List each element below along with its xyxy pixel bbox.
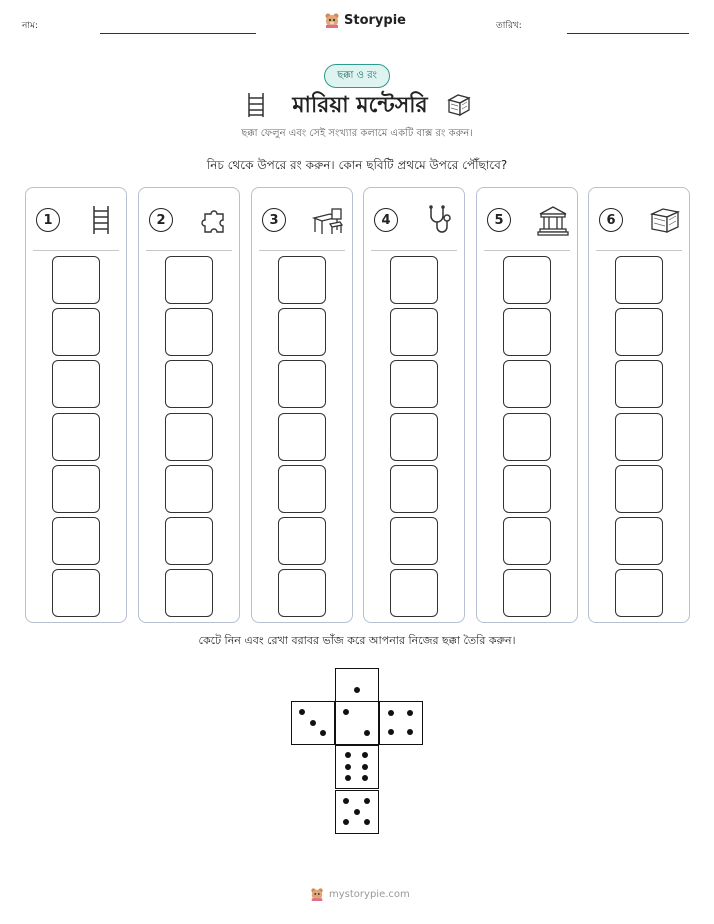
dice-pip	[407, 729, 413, 735]
column-6	[588, 187, 690, 623]
dice-pip	[364, 730, 370, 736]
color-box[interactable]	[390, 465, 438, 513]
color-box[interactable]	[165, 465, 213, 513]
dice-pip	[388, 729, 394, 735]
color-box[interactable]	[390, 517, 438, 565]
footer	[310, 887, 410, 901]
museum-icon	[537, 204, 569, 236]
color-box[interactable]	[615, 360, 663, 408]
color-box[interactable]	[165, 360, 213, 408]
subtitle: ছক্কা ফেলুন এবং সেই সংখ্যার কলামে একটি বাক্স রং করুন।	[241, 128, 473, 139]
dice-pip	[354, 809, 360, 815]
color-box[interactable]	[503, 256, 551, 304]
dice-pip	[362, 764, 368, 770]
dice-pip	[343, 709, 349, 715]
column-number: 5	[487, 208, 511, 232]
color-box[interactable]	[278, 517, 326, 565]
column-divider	[33, 250, 119, 251]
instruction: নিচ থেকে উপরে রং করুন। কোন ছবিটি প্রথমে উপরে পৌঁছাবে?	[206, 158, 508, 172]
column-divider	[484, 250, 570, 251]
page-title: মারিয়া মন্টেসরি	[292, 93, 428, 118]
color-box[interactable]	[390, 360, 438, 408]
wooden-block-icon	[649, 204, 681, 236]
stethoscope-icon	[424, 204, 456, 236]
column-5	[476, 187, 578, 623]
cut-instruction: কেটে নিন এবং রেখা বরাবর ভাঁজ করে আপনার নিজের ছক্কা তৈরি করুন।	[198, 634, 516, 647]
column-header	[262, 202, 344, 238]
color-box[interactable]	[278, 360, 326, 408]
color-box[interactable]	[615, 569, 663, 617]
color-box[interactable]	[165, 413, 213, 461]
dice-pip	[320, 730, 326, 736]
color-box[interactable]	[52, 517, 100, 565]
column-number: 1	[36, 208, 60, 232]
color-box[interactable]	[165, 256, 213, 304]
dice-pip	[364, 798, 370, 804]
dice-pip	[299, 709, 305, 715]
column-number: 3	[262, 208, 286, 232]
color-box[interactable]	[615, 413, 663, 461]
color-box[interactable]	[52, 413, 100, 461]
color-box[interactable]	[503, 569, 551, 617]
column-number: 2	[149, 208, 173, 232]
column-number: 6	[599, 208, 623, 232]
dice-pip	[343, 819, 349, 825]
column-header	[487, 202, 569, 238]
puzzle-piece-icon	[199, 204, 231, 236]
color-box[interactable]	[503, 465, 551, 513]
color-box[interactable]	[52, 308, 100, 356]
dice-pip	[364, 819, 370, 825]
color-box[interactable]	[165, 308, 213, 356]
dice-pip	[407, 710, 413, 716]
color-box[interactable]	[615, 517, 663, 565]
ladder-icon	[86, 204, 118, 236]
column-2	[138, 187, 240, 623]
color-box[interactable]	[278, 256, 326, 304]
color-box[interactable]	[503, 308, 551, 356]
date-label: তারিখ:	[496, 21, 522, 31]
column-4	[363, 187, 465, 623]
column-number: 4	[374, 208, 398, 232]
dice-pip	[362, 752, 368, 758]
color-box[interactable]	[503, 413, 551, 461]
dice-face-3	[291, 701, 335, 745]
color-box[interactable]	[615, 308, 663, 356]
dice-face-4	[379, 701, 423, 745]
dice-face-6	[335, 745, 379, 789]
brand-logo	[324, 12, 406, 28]
column-header	[149, 202, 231, 238]
activity-badge: ছক্কা ও রং	[324, 64, 390, 88]
dice-pip	[343, 798, 349, 804]
dice-face-5	[335, 790, 379, 834]
dice-pip	[310, 720, 316, 726]
ladder-icon	[245, 92, 267, 118]
color-box[interactable]	[390, 256, 438, 304]
dice-pip	[362, 775, 368, 781]
color-box[interactable]	[615, 256, 663, 304]
color-box[interactable]	[52, 465, 100, 513]
color-box[interactable]	[278, 413, 326, 461]
wooden-block-icon	[446, 92, 472, 118]
color-box[interactable]	[165, 517, 213, 565]
column-divider	[259, 250, 345, 251]
color-box[interactable]	[278, 308, 326, 356]
storypie-bear-icon	[310, 887, 324, 901]
name-line[interactable]	[100, 33, 256, 34]
dice-pip	[345, 764, 351, 770]
color-box[interactable]	[165, 569, 213, 617]
desk-chair-icon	[312, 204, 344, 236]
column-header	[374, 202, 456, 238]
storypie-bear-icon	[324, 12, 340, 28]
color-box[interactable]	[390, 308, 438, 356]
date-line[interactable]	[567, 33, 689, 34]
color-box[interactable]	[52, 256, 100, 304]
color-box[interactable]	[390, 569, 438, 617]
footer-url[interactable]: mystorypie.com	[329, 888, 410, 900]
color-box[interactable]	[278, 465, 326, 513]
color-box[interactable]	[52, 360, 100, 408]
dice-pip	[388, 710, 394, 716]
column-3	[251, 187, 353, 623]
column-1	[25, 187, 127, 623]
dice-pip	[345, 752, 351, 758]
column-divider	[371, 250, 457, 251]
column-header	[599, 202, 681, 238]
name-label: নাম:	[22, 21, 39, 31]
color-box[interactable]	[615, 465, 663, 513]
color-box[interactable]	[503, 517, 551, 565]
color-box[interactable]	[390, 413, 438, 461]
color-box[interactable]	[503, 360, 551, 408]
color-box[interactable]	[278, 569, 326, 617]
dice-pip	[354, 687, 360, 693]
column-divider	[146, 250, 232, 251]
dice-face-2	[335, 701, 379, 745]
column-divider	[596, 250, 682, 251]
column-header	[36, 202, 118, 238]
brand-name: Storypie	[344, 12, 406, 28]
dice-pip	[345, 775, 351, 781]
color-box[interactable]	[52, 569, 100, 617]
